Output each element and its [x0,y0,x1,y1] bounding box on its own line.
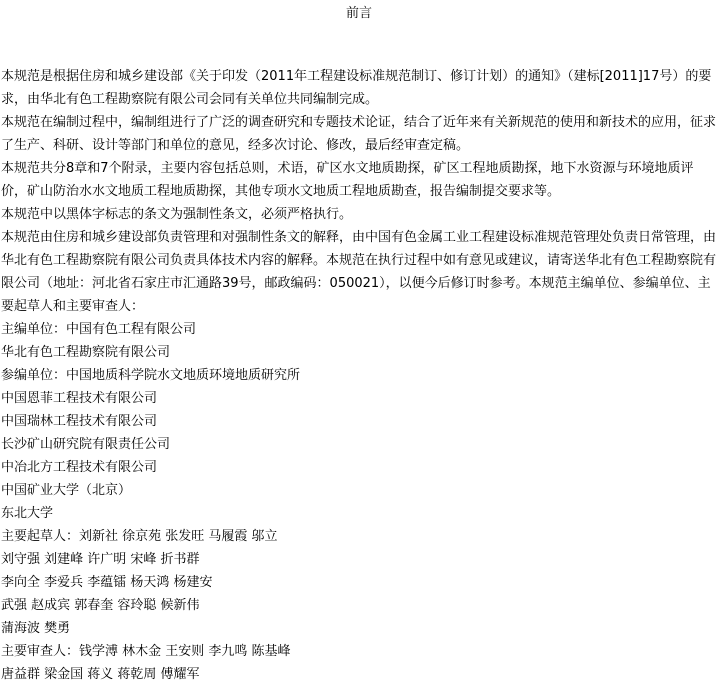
reviewers-line-1: 主要审查人：钱学溥 林木金 王安则 李九鸣 陈基峰 [1,644,291,659]
chief-editor-unit: 主编单位：中国有色工程有限公司 [1,322,197,337]
participating-unit: 参编单位：中国地质科学院水文地质环境地质研究所 [1,368,301,383]
paragraph-contents: 本规范共分8章和7个附录，主要内容包括总则，术语，矿区水文地质勘探，矿区工程地质勘探，地下水资源与环境地质评价，矿山防治水水文地质工程地质勘探，其他专项水文地质工程地质勘查，报告编制提交要求等。 [1,161,694,199]
document-body [1,65,717,686]
reviewers-line-2: 唐益群 梁金国 蒋义 蒋乾周 傅耀军 [1,667,200,682]
participating-unit-7: 东北大学 [1,506,54,521]
participating-unit-2: 中国恩菲工程技术有限公司 [1,391,158,406]
drafters-line-4: 武强 赵成宾 郭春奎 容玲聪 候新伟 [1,598,200,613]
drafters-line-1: 主要起草人：刘新社 徐京苑 张发旺 马履霞 邬立 [1,529,278,544]
chief-editor-unit-2: 华北有色工程勘察院有限公司 [1,345,171,360]
paragraph-management: 本规范由住房和城乡建设部负责管理和对强制性条文的解释，由中国有色金属工业工程建设标准规范管理处负责日常管理，由华北有色工程勘察院有限公司负责具体技术内容的解释。本规范在执行过程中如有意见或建议，请寄送华北有色工程勘察院有限公司（地址：河北省石家庄市汇通路39号，邮政编码：050021），以便今后修订时参考。本规范主编单位、参编单位、主要起草人和主要审查人： [1,230,717,314]
drafters-line-5: 蒲海波 樊勇 [1,621,71,636]
participating-unit-3: 中国瑞林工程技术有限公司 [1,414,158,429]
participating-unit-4: 长沙矿山研究院有限责任公司 [1,437,171,452]
drafters-line-2: 刘守强 刘建峰 许广明 宋峰 折书群 [1,552,200,567]
paragraph-process: 本规范在编制过程中，编制组进行了广泛的调查研究和专题技术论证，结合了近年来有关新规范的使用和新技术的应用，征求了生产、科研、设计等部门和单位的意见，经多次讨论、修改，最后经审查定稿。 [1,115,717,153]
document-title: 前言 [345,6,372,21]
paragraph-mandatory: 本规范中以黑体字标志的条文为强制性条文，必须严格执行。 [1,207,353,222]
paragraph-basis: 本规范是根据住房和城乡建设部《关于印发（2011年工程建设标准规范制订、修订计划）的通知》（建标[2011]17号）的要求，由华北有色工程勘察院有限公司会同有关单位共同编制完成。 [1,69,712,107]
drafters-line-3: 李向全 李爱兵 李蕴镭 杨天鸿 杨建安 [1,575,213,590]
participating-unit-5: 中冶北方工程技术有限公司 [1,460,158,475]
participating-unit-6: 中国矿业大学（北京） [1,483,132,498]
